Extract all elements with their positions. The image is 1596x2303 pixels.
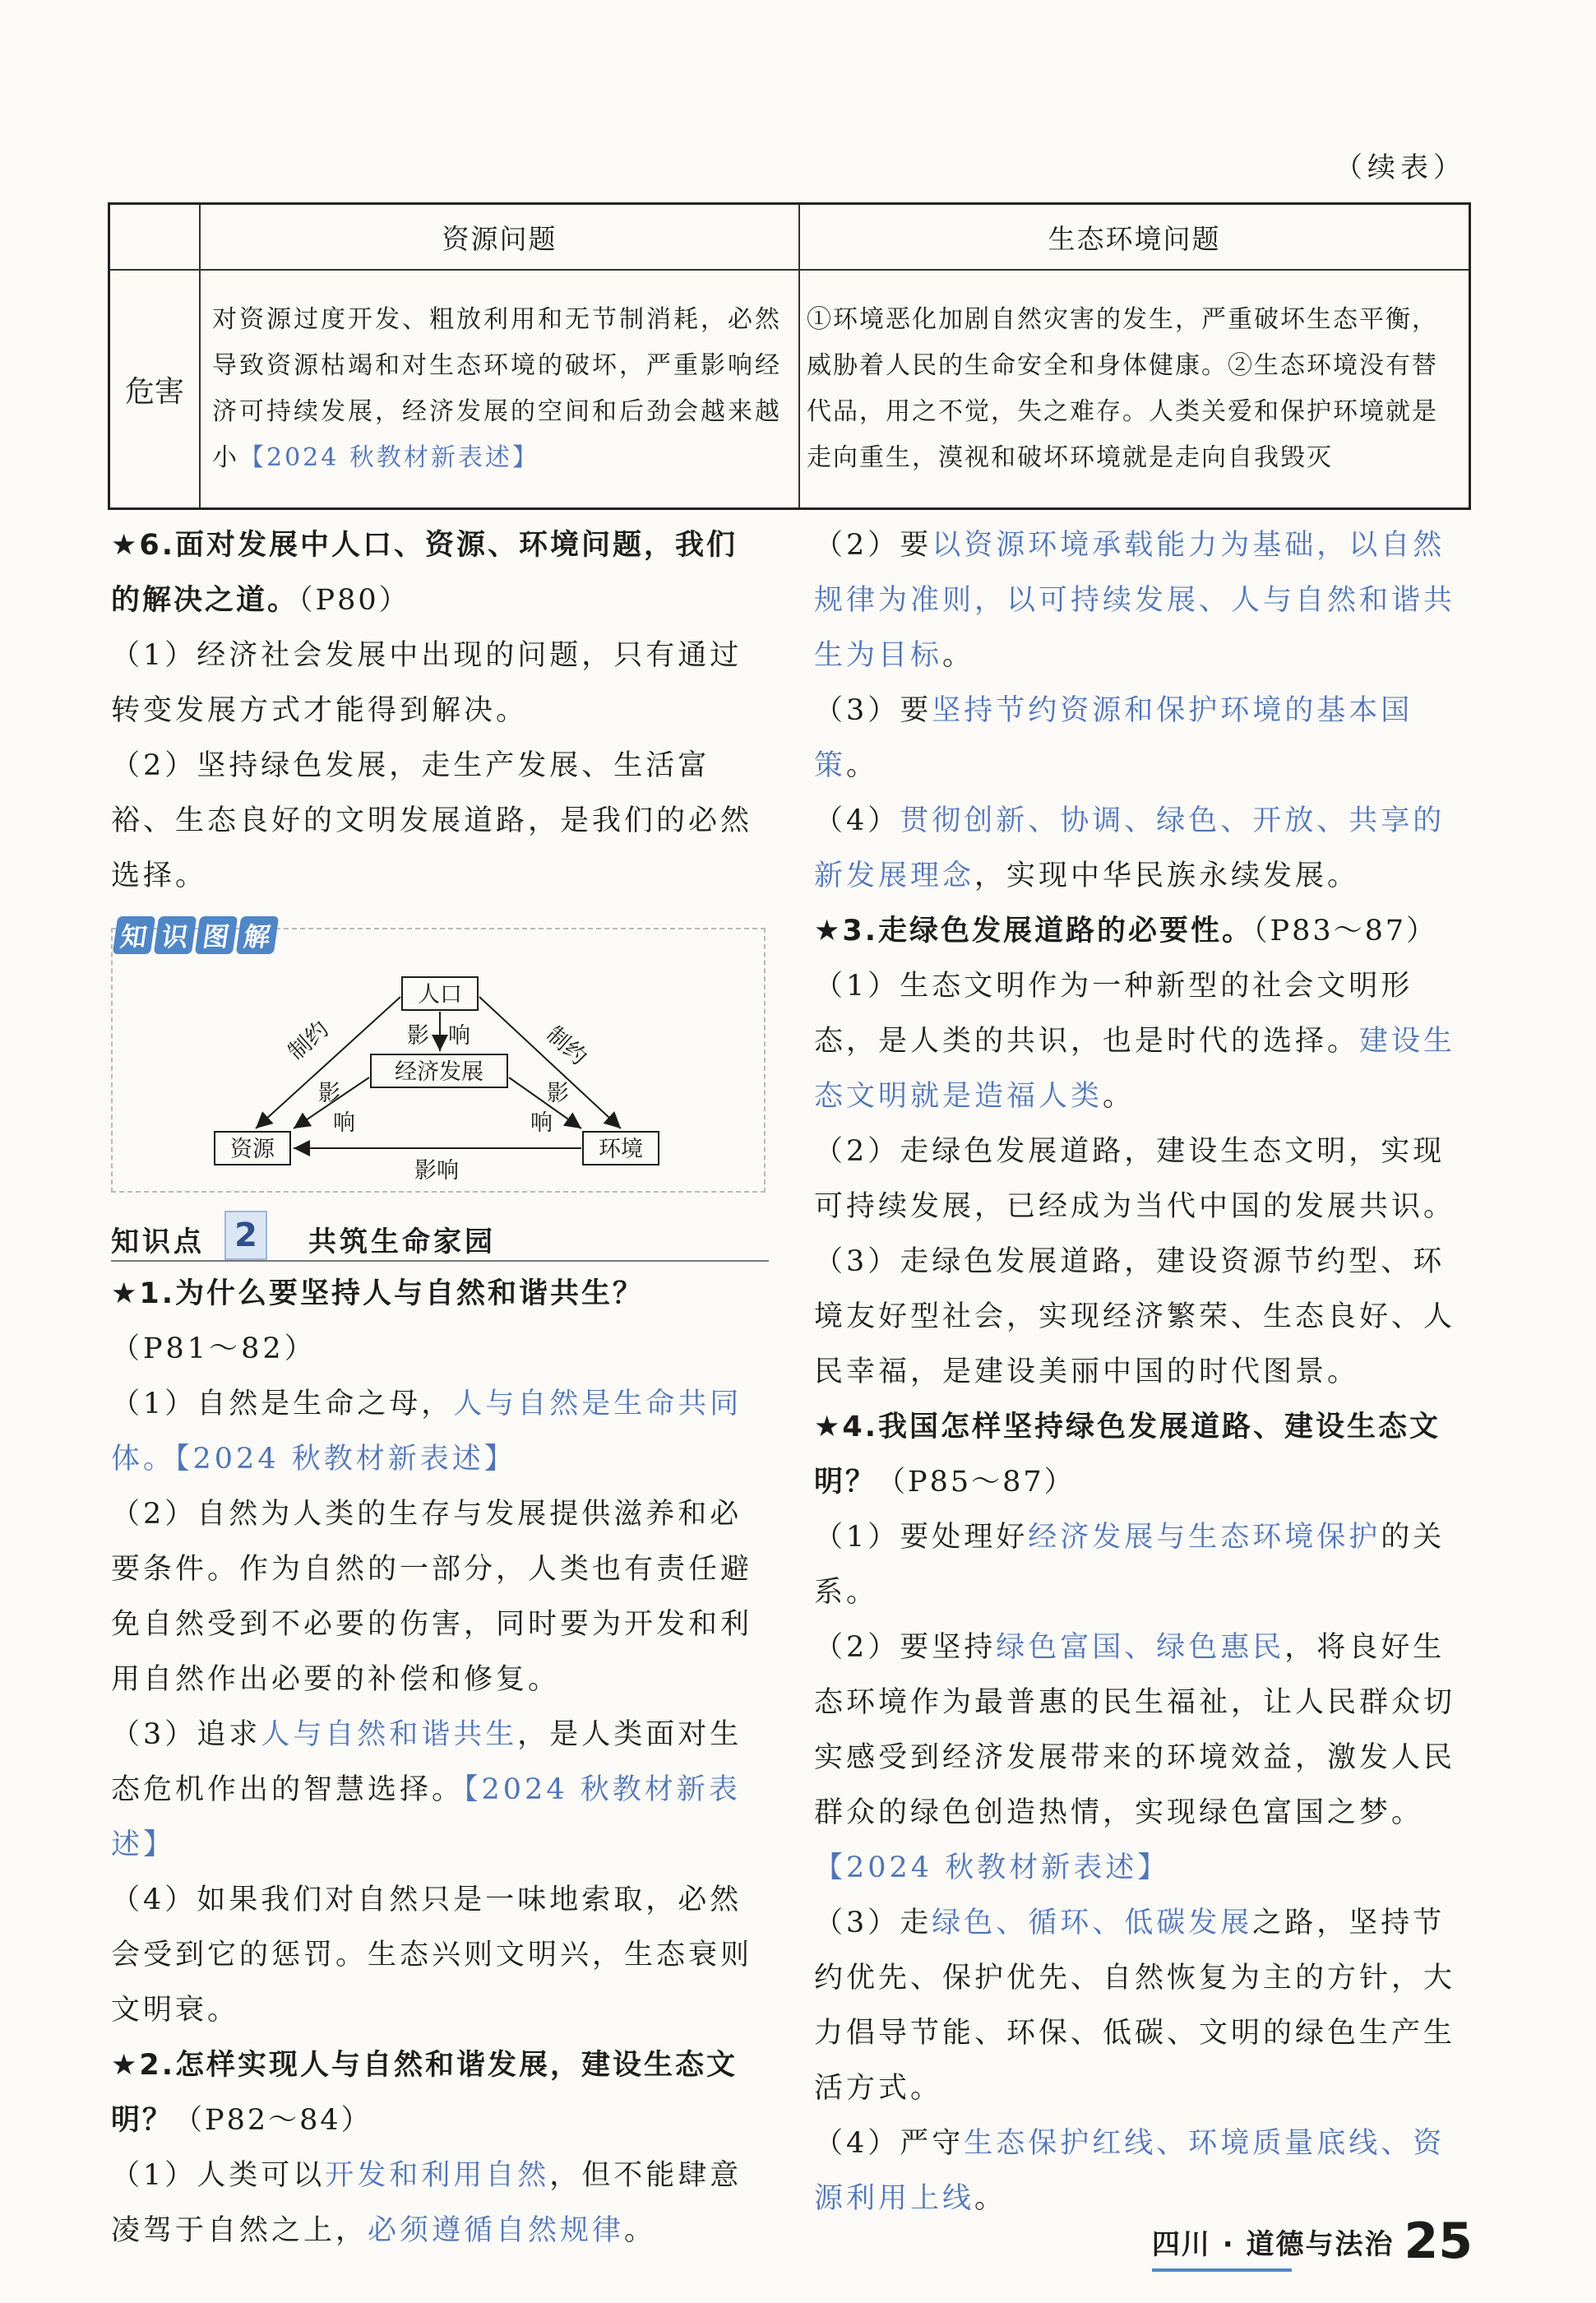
node-population: 人口 bbox=[418, 982, 462, 1008]
diagram-title-char: 解 bbox=[236, 916, 279, 954]
new-expression-tag: 【2024 秋教材新表述】 bbox=[239, 443, 539, 472]
q4-point-1: （1）要处理好经济发展与生态环境保护的关系。 bbox=[814, 1521, 1446, 1609]
q4-point-3: （3）走绿色、循环、低碳发展之路，坚持节约优先、保护优先、自然恢复为主的方针，大力倡导节能、环保、低碳、文明的绿色生产生活方式。 bbox=[814, 1907, 1456, 2105]
table-row-label: 危害 bbox=[109, 270, 201, 509]
diagram-title-char: 识 bbox=[154, 916, 197, 954]
left-column bbox=[111, 518, 769, 904]
q3-point-1: （1）生态文明作为一种新型的社会文明形态，是人类的共识，也是时代的选择。建设生态文明就是造福人类。 bbox=[814, 970, 1456, 1113]
knowledge-point-label: 知识点 bbox=[111, 1226, 205, 1258]
diagram-title-char: 知 bbox=[113, 916, 155, 954]
q1-point-3: （3）追求人与自然和谐共生，是人类面对生态危机作出的智慧选择。【2024 秋教材新表述】 bbox=[111, 1718, 742, 1861]
knowledge-point-header bbox=[111, 1211, 769, 1263]
problem-table bbox=[108, 202, 1471, 510]
knowledge-point-title: 共筑生命家园 bbox=[308, 1226, 496, 1258]
page-footer bbox=[1152, 2213, 1473, 2270]
continued-label: （续表） bbox=[1335, 151, 1466, 184]
question-2-title: ★2.怎样实现人与自然和谐发展，建设生态文明？（P82～84） bbox=[111, 2049, 738, 2137]
question-4-title: ★4.我国怎样坚持绿色发展道路、建设生态文明？（P85～87） bbox=[814, 1411, 1441, 1499]
label-constrain-right: 制约 bbox=[541, 1022, 592, 1071]
table-cell-env: ①环境恶化加剧自然灾害的发生，严重破坏生态平衡，威胁着人民的生命安全和身体健康。②生态环境没有替代品，用之不觉，失之难存。人类关爱和保护环境就是走向重生，漠视和破坏环境就是走向自我毁灭 bbox=[799, 270, 1470, 509]
q1-point-2: （2）自然为人类的生存与发展提供滋养和必要条件。作为自然的一部分，人类也有责任避免自然受到不必要的伤害，同时要为开发和利用自然作出必要的补偿和修复。 bbox=[111, 1498, 753, 1696]
left-column-lower bbox=[111, 1267, 769, 2259]
arrow-population-resource bbox=[256, 997, 400, 1128]
q2-point-1: （1）人类可以开发和利用自然，但不能肆意凌驾于自然之上，必须遵循自然规律。 bbox=[111, 2159, 742, 2247]
q2-point-4: （4）贯彻创新、协调、绿色、开放、共享的新发展理念，实现中华民族永续发展。 bbox=[814, 804, 1446, 892]
label-ying-top: 影 bbox=[407, 1023, 429, 1049]
label-xiang-right: 响 bbox=[530, 1110, 553, 1136]
table-corner bbox=[109, 204, 201, 271]
right-column bbox=[814, 518, 1472, 2227]
q2-point-2: （2）要以资源环境承载能力为基础，以自然规律为准则，以可持续发展、人与自然和谐共生为目标。 bbox=[814, 529, 1456, 672]
table-cell-resource: 对资源过度开发、粗放利用和无节制消耗，必然导致资源枯竭和对生态环境的破坏，严重影响经济可持续发展，经济发展的空间和后劲会越来越小【2024 秋教材新表述】 bbox=[200, 270, 799, 509]
footer-subject: 四川 · 道德与法治 bbox=[1151, 2227, 1395, 2261]
label-xiang-left: 响 bbox=[333, 1110, 355, 1136]
q1-point-4: （4）如果我们对自然只是一味地索取，必然会受到它的惩罚。生态兴则文明兴，生态衰则文明衰。 bbox=[111, 1884, 753, 2027]
question-1-ref: （P81～82） bbox=[111, 1332, 317, 1365]
q2-point-3: （3）要坚持节约资源和保护环境的基本国策。 bbox=[814, 694, 1413, 782]
footer-underline bbox=[1152, 2268, 1292, 2272]
table-header-env: 生态环境问题 bbox=[799, 204, 1470, 271]
node-environment: 环境 bbox=[599, 1137, 643, 1162]
q3-point-2: （2）走绿色发展道路，建设生态文明，实现可持续发展，已经成为当代中国的发展共识。 bbox=[814, 1135, 1456, 1223]
label-constrain-left: 制约 bbox=[283, 1017, 334, 1066]
knowledge-point-divider bbox=[111, 1260, 769, 1262]
q6-point-2: （2）坚持绿色发展，走生产发展、生活富裕、生态良好的文明发展道路，是我们的必然选择。 bbox=[111, 749, 753, 892]
question-3-title: ★3.走绿色发展道路的必要性。（P83～87） bbox=[814, 915, 1438, 948]
table-header-resource: 资源问题 bbox=[200, 204, 799, 271]
question-6-title: ★6.面对发展中人口、资源、环境问题，我们的解决之道。（P80） bbox=[111, 529, 738, 617]
label-xiang-top: 响 bbox=[448, 1023, 470, 1049]
q4-point-2: （2）要坚持绿色富国、绿色惠民，将良好生态环境作为最普惠的民生福祉，让人民群众切实感受到经济发展带来的环境效益，激发人民群众的绿色创造热情，实现绿色富国之梦。【2024 秋教材新表述】 bbox=[814, 1631, 1456, 1884]
label-yingxiang-bottom: 影响 bbox=[414, 1158, 459, 1184]
knowledge-diagram-title bbox=[115, 916, 276, 956]
q6-point-1: （1）经济社会发展中出现的问题，只有通过转变发展方式才能得到解决。 bbox=[111, 639, 742, 727]
population-resource-environment-diagram bbox=[111, 954, 762, 1189]
node-economy: 经济发展 bbox=[395, 1059, 483, 1085]
q3-point-3: （3）走绿色发展道路，建设资源节约型、环境友好型社会，实现经济繁荣、生态良好、人民幸福，是建设美丽中国的时代图景。 bbox=[814, 1245, 1456, 1388]
arrow-population-environment bbox=[479, 997, 621, 1128]
question-1-title: ★1.为什么要坚持人与自然和谐共生？ bbox=[111, 1277, 645, 1310]
diagram-title-char: 图 bbox=[195, 916, 238, 954]
page-number: 25 bbox=[1404, 2213, 1473, 2270]
q4-point-4: （4）严守生态保护红线、环境质量底线、资源利用上线。 bbox=[814, 2127, 1446, 2215]
q1-point-1: （1）自然是生命之母，人与自然是生命共同体。【2024 秋教材新表述】 bbox=[111, 1388, 742, 1476]
label-ying-right: 影 bbox=[547, 1081, 569, 1106]
label-ying-left: 影 bbox=[318, 1081, 340, 1106]
knowledge-point-number: 2 bbox=[224, 1211, 267, 1260]
node-resource: 资源 bbox=[230, 1137, 275, 1162]
